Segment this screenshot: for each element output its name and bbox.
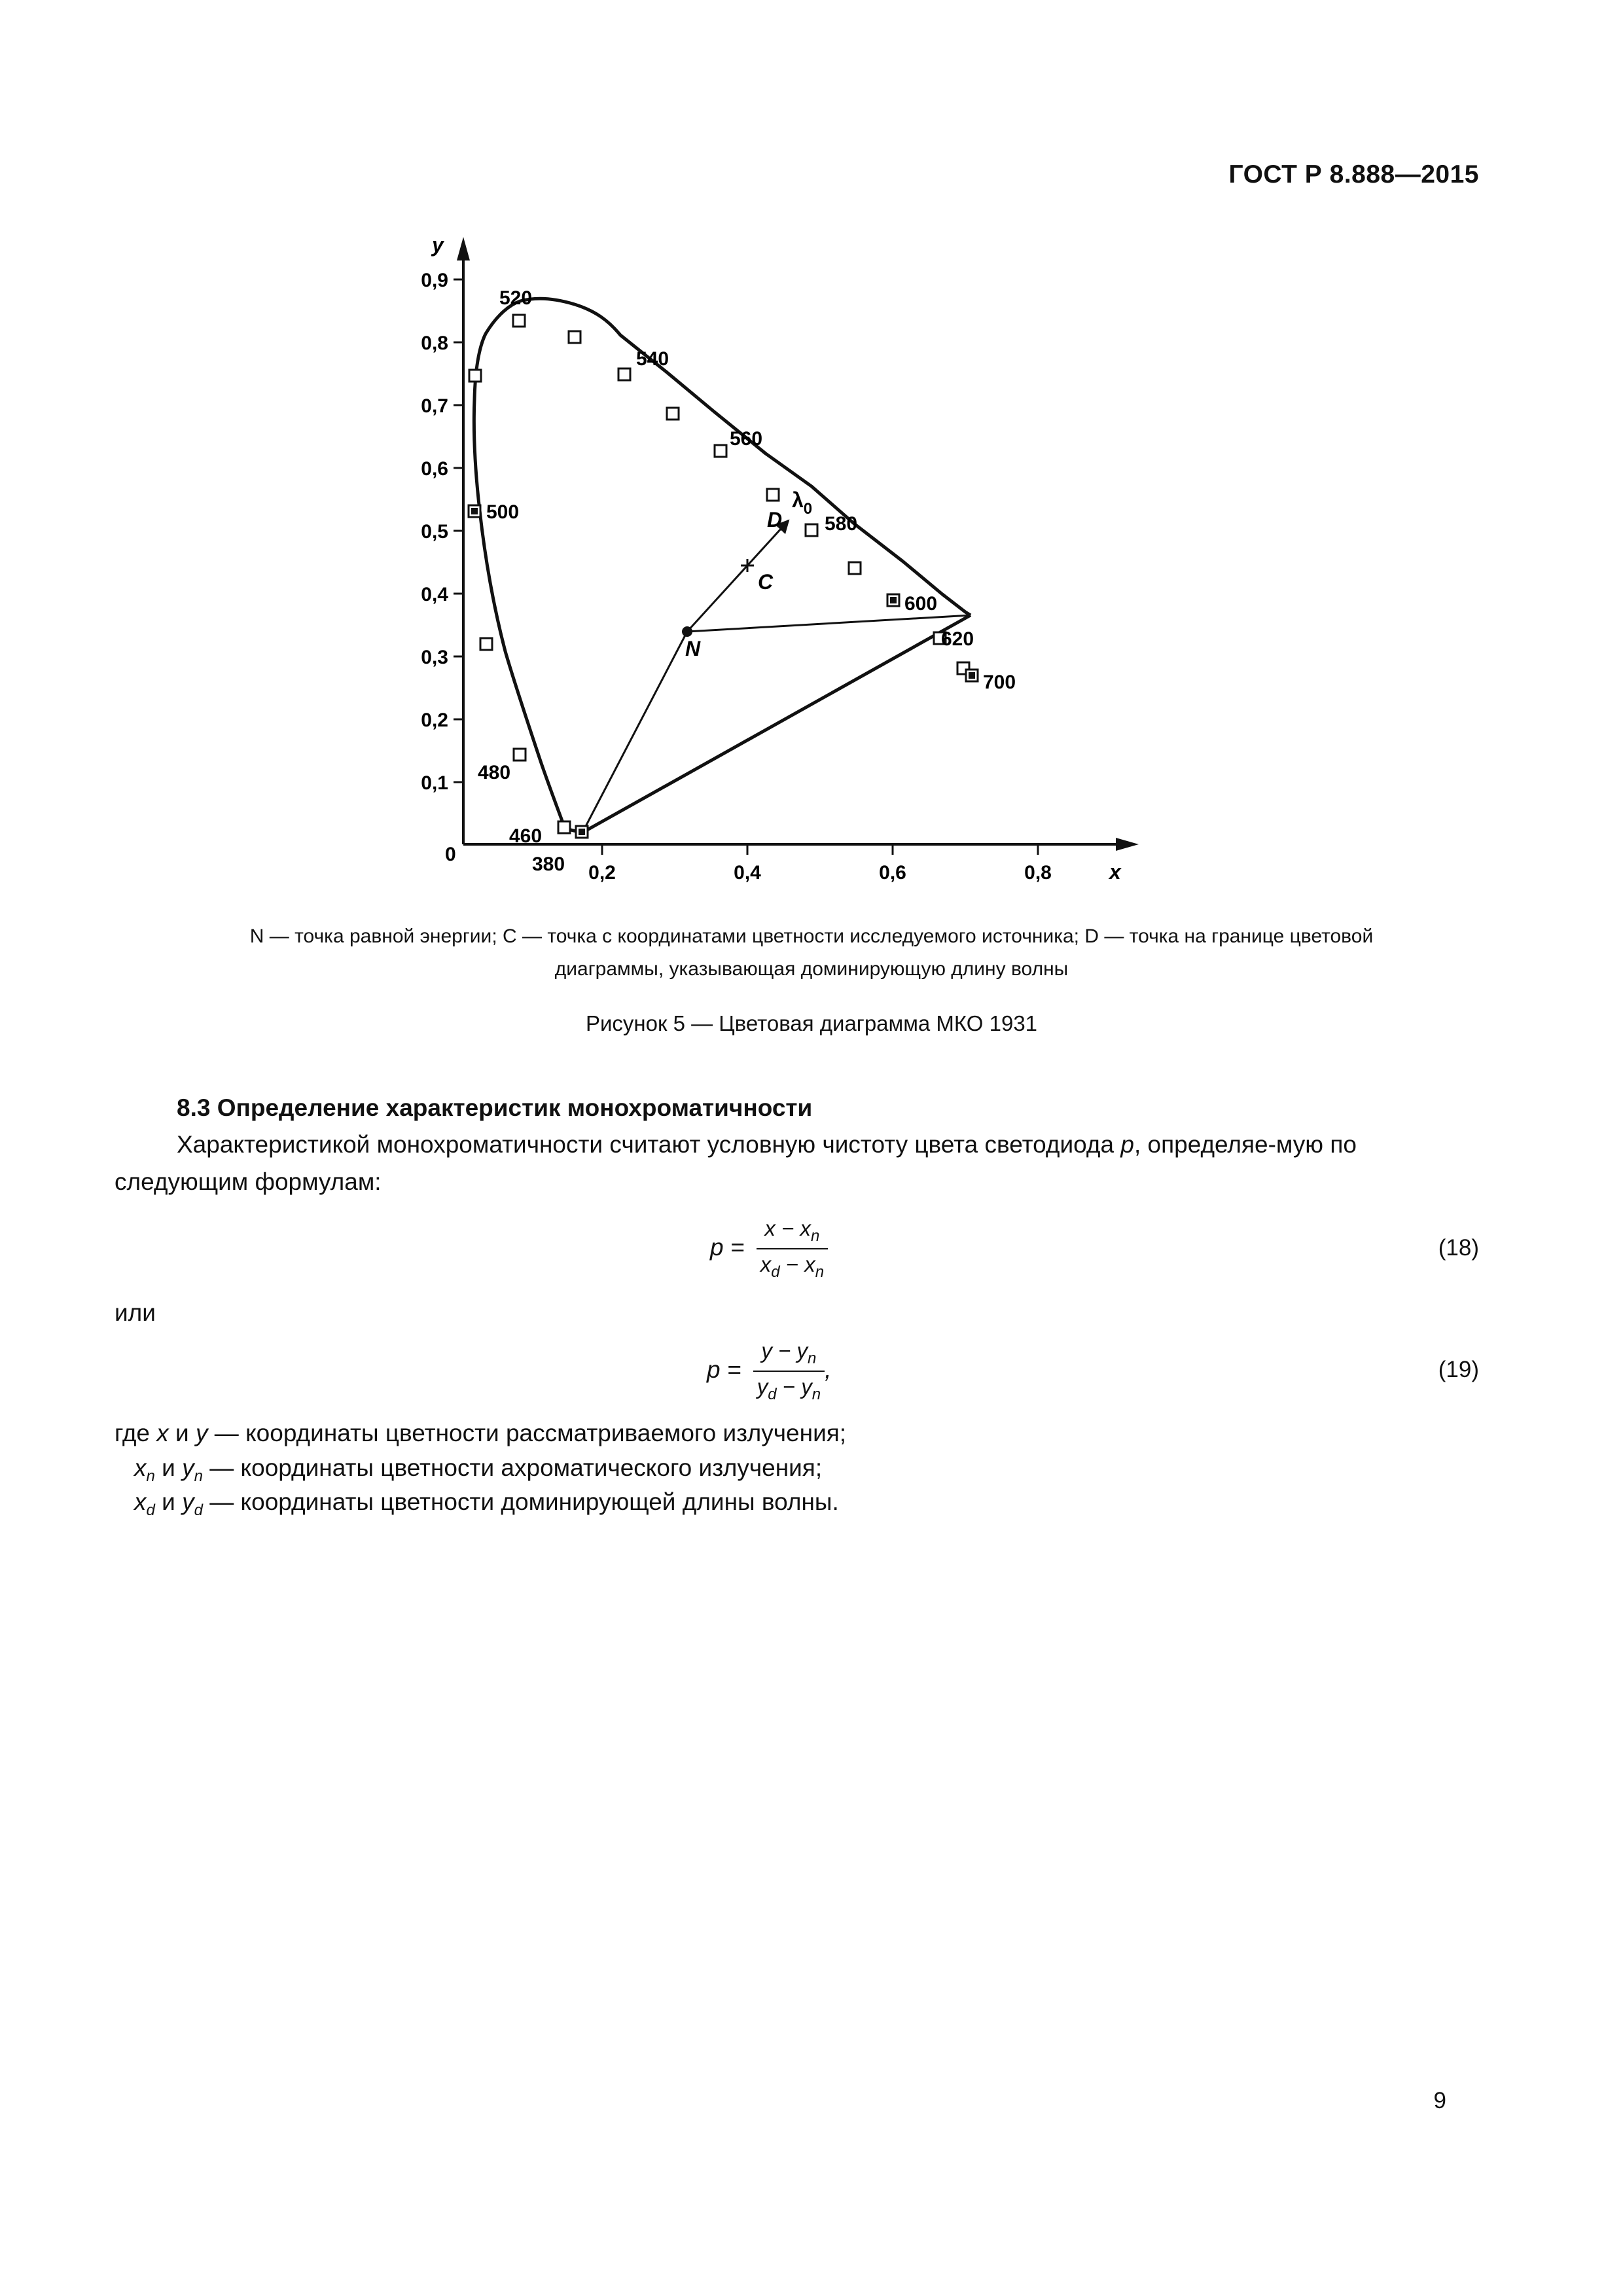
marker-580 [806, 524, 817, 536]
y-tick-label: 0,4 [421, 584, 448, 605]
equation-number-18: (18) [1438, 1235, 1479, 1261]
y-tick-label: 0,6 [421, 458, 448, 480]
y-tick-label: 0,7 [421, 395, 448, 417]
x-axis-label: x [1109, 860, 1121, 884]
y-axis-label: y [432, 233, 444, 257]
wl-label-620: 620 [941, 628, 974, 650]
y-tick-labels [421, 270, 448, 794]
label-n: N [685, 637, 701, 660]
wl-label-600: 600 [904, 593, 938, 615]
wl-label-520: 520 [499, 287, 533, 309]
x-tick-label: 0,2 [588, 862, 616, 884]
formula-19 [707, 1338, 831, 1404]
y-axis-arrow [457, 237, 470, 260]
x-tick-label: 0,4 [734, 862, 761, 884]
x-ticks [602, 844, 1038, 855]
formula-19-comma: , [825, 1355, 832, 1383]
marker-590 [849, 562, 861, 574]
section-paragraph [115, 1126, 1479, 1200]
wl-label-560: 560 [730, 428, 763, 450]
x-tick-label: 0,6 [879, 862, 906, 884]
label-d: D [767, 508, 783, 531]
wavelength-labels [478, 287, 1016, 875]
wl-label-380: 380 [532, 853, 565, 875]
marker-510 [469, 370, 481, 382]
where-line-2: $x_n$ и $y_n$ — координаты цветности ахроматического излучения; [134, 1454, 823, 1485]
marker-480 [514, 749, 526, 761]
marker-530 [569, 331, 580, 343]
formula-19-fraction [753, 1338, 825, 1404]
wl-label-700: 700 [983, 672, 1016, 693]
marker-550 [667, 408, 679, 420]
wl-label-500: 500 [486, 501, 520, 523]
formula-18-fraction [757, 1216, 828, 1282]
y-tick-label: 0,9 [421, 270, 448, 291]
marker-540 [618, 368, 630, 380]
y-tick-label: 0,1 [421, 772, 448, 794]
legend-line-2: диаграммы, указывающая доминирующую длину волны [554, 958, 1069, 980]
marker-520 [513, 315, 525, 327]
marker-560 [715, 445, 726, 457]
where-line-1: где x и y — координаты цветности рассматриваемого излучения; [115, 1420, 847, 1446]
marker-570 [767, 489, 779, 501]
wl-label-540: 540 [636, 348, 669, 370]
figure-caption: Рисунок 5 — Цветовая диаграмма МКО 1931 [585, 1011, 1038, 1035]
line-n-to-700 [687, 615, 971, 632]
standard-header: ГОСТ Р 8.888—2015 [1228, 160, 1479, 188]
where-line-3: $x_d$ и $y_d$ — координаты цветности доминирующей длины волны. [134, 1488, 839, 1519]
y-tick-label: 0,8 [421, 332, 448, 354]
formula-19-denominator: $y_d - y_n$ [757, 1374, 821, 1403]
y-tick-label: 0,3 [421, 647, 448, 668]
label-lambda: $\lambda_0$ [792, 488, 813, 518]
formula-18-denominator: $x_d - x_n$ [760, 1252, 825, 1281]
x-tick-label: 0,8 [1024, 862, 1052, 884]
para-text-1: Характеристикой монохроматичности считают условную чистоту цвета светодиода [177, 1131, 1121, 1158]
section-title: 8.3 Определение характеристик монохроматичности [177, 1094, 813, 1121]
para-text-2: , определяе-мую по следующим формулам: [115, 1131, 1357, 1195]
formula-19-lhs: p = [707, 1355, 741, 1383]
y-tick-label: 0,5 [421, 521, 448, 543]
wl-label-480: 480 [478, 762, 511, 783]
legend-line-1: N — точка равной энергии; C — точка с координатами цветности исследуемого источника; D — точка на границе цветовой [249, 925, 1374, 947]
formula-18 [710, 1216, 828, 1282]
page-number: 9 [1433, 2088, 1446, 2113]
wl-label-580: 580 [825, 513, 858, 535]
line-n-to-d [687, 520, 789, 632]
point-n [682, 626, 692, 637]
y-ticks [454, 279, 463, 782]
formula-19-numerator: $y - y_n$ [753, 1338, 825, 1372]
x-tick-labels [588, 862, 1052, 884]
cie-1931-diagram [366, 223, 1191, 903]
para-var-p: p [1120, 1131, 1134, 1158]
wl-label-460: 460 [509, 825, 543, 847]
y-tick-label: 0,2 [421, 709, 448, 731]
wavelength-markers [469, 315, 978, 838]
or-word: или [115, 1299, 156, 1326]
marker-490 [480, 638, 492, 650]
x-axis-arrow [1116, 838, 1139, 851]
origin-label: 0 [445, 844, 456, 865]
label-c: C [758, 570, 774, 594]
equation-number-19: (19) [1438, 1357, 1479, 1382]
purple-line [582, 615, 971, 833]
marker-460 [558, 821, 570, 833]
formula-18-lhs: p = [710, 1233, 745, 1261]
figure-legend [105, 920, 1518, 986]
formula-18-numerator: $x - x_n$ [757, 1216, 828, 1249]
